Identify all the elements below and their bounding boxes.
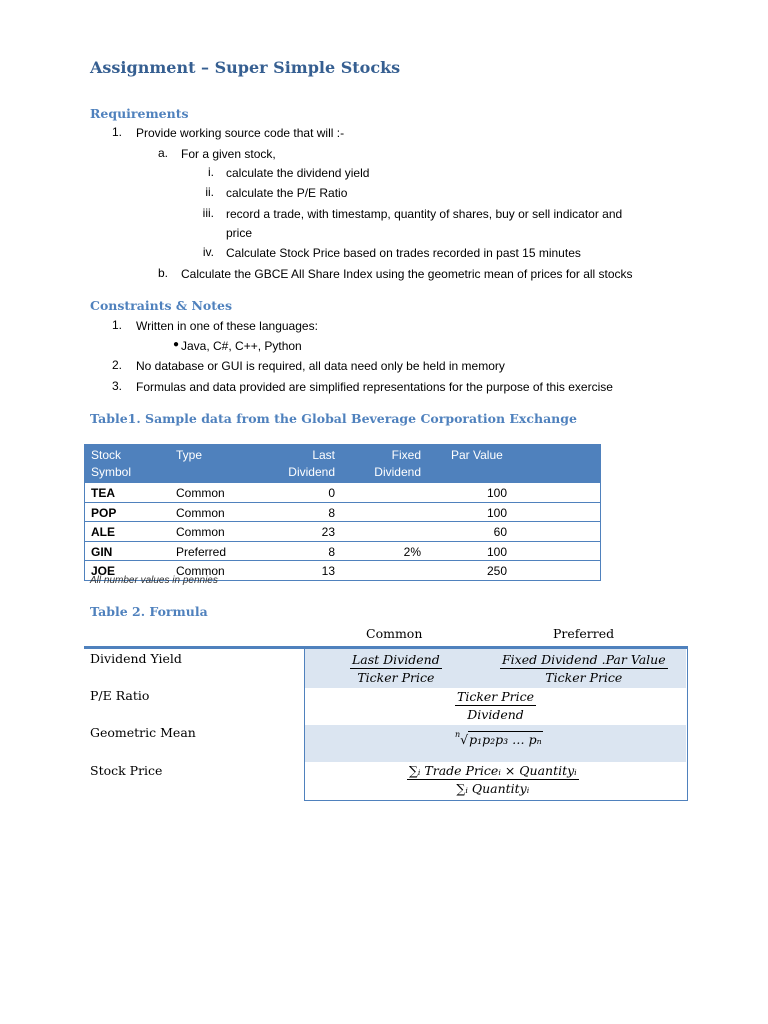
list-roman: i. [208, 165, 214, 179]
header-last-dividend: Last Dividend [288, 448, 335, 479]
cell-type: Preferred [176, 544, 227, 559]
cell-symbol: GIN [91, 544, 113, 559]
cell-last-dividend: 0 [328, 486, 335, 500]
formula-dividend-yield-common: Last Dividend Ticker Price [352, 652, 440, 685]
cell-fixed-dividend: 2% [403, 544, 421, 559]
list-roman: iii. [202, 206, 214, 220]
formula-table-top-rule [84, 646, 688, 649]
header-fixed-dividend: Fixed Dividend [374, 448, 421, 479]
cell-par-value: 250 [486, 564, 507, 578]
stock-data-table [84, 444, 601, 581]
table-header-row [85, 445, 600, 482]
cell-type: Common [176, 564, 225, 578]
list-number: 2. [111, 358, 122, 372]
cell-last-dividend: 8 [328, 544, 335, 559]
constraints-heading: Constraints & Notes [90, 298, 233, 313]
cell-symbol: ALE [91, 525, 115, 539]
cell-symbol: JOE [91, 564, 116, 578]
row-label-geometric-mean: Geometric Mean [90, 725, 196, 740]
list-roman: ii. [205, 185, 214, 199]
list-number: 1. [111, 125, 122, 139]
constraint-bullet: Java, C#, C++, Python [181, 339, 302, 353]
requirement-item: Provide working source code that will :- [136, 126, 345, 140]
requirement-subsubitem: Calculate Stock Price based on trades recorded in past 15 minutes [226, 246, 581, 260]
list-number: 1. [111, 318, 122, 332]
table1-caption: Table1. Sample data from the Global Beverage Corporation Exchange [90, 411, 577, 426]
cell-par-value: 60 [493, 525, 507, 539]
cell-last-dividend: 13 [321, 564, 335, 578]
page-title: Assignment – Super Simple Stocks [90, 58, 401, 77]
requirement-subsubitem: calculate the dividend yield [226, 166, 370, 180]
cell-last-dividend: 23 [321, 525, 335, 539]
cell-type: Common [176, 505, 225, 520]
formula-geometric-mean: $^n$√p₁p₂p₃ … pₙ [455, 730, 542, 748]
formula-dividend-yield-preferred: Fixed Dividend .Par Value Ticker Price [502, 652, 666, 685]
formula-pe-ratio: Ticker Price Dividend [457, 689, 535, 722]
header-stock-symbol: Stock Symbol [91, 448, 132, 479]
formula-stock-price: ∑ᵢ Trade Priceᵢ × Quantityᵢ ∑ᵢ Quantityᵢ [409, 763, 577, 796]
column-header-preferred: Preferred [553, 626, 615, 641]
requirements-heading: Requirements [90, 106, 189, 121]
requirement-subsubitem: calculate the P/E Ratio [226, 186, 348, 200]
cell-last-dividend: 8 [328, 505, 335, 520]
list-letter: a. [157, 146, 168, 160]
table-row [85, 482, 600, 502]
header-par-value: Par Value [451, 448, 503, 462]
bullet-icon: ● [173, 339, 180, 350]
row-label-dividend-yield: Dividend Yield [90, 651, 182, 666]
constraint-item: No database or GUI is required, all data need only be held in memory [136, 359, 505, 373]
list-number: 3. [111, 379, 122, 393]
header-type: Type [176, 448, 203, 462]
requirement-subsubitem-continued: price [226, 226, 253, 240]
table-row [85, 521, 600, 541]
requirement-subsubitem: record a trade, with timestamp, quantity of shares, buy or sell indicator and [226, 207, 623, 221]
table-row [85, 502, 600, 522]
cell-par-value: 100 [486, 544, 507, 559]
constraint-item: Formulas and data provided are simplified representations for the purpose of this exercise [136, 380, 613, 394]
cell-par-value: 100 [486, 505, 507, 520]
table1-note: All number values in pennies [90, 575, 218, 586]
table2-caption: Table 2. Formula [90, 604, 208, 619]
cell-par-value: 100 [486, 486, 507, 500]
list-letter: b. [157, 266, 168, 280]
cell-type: Common [176, 486, 225, 500]
table-row [85, 541, 600, 561]
list-roman: iv. [202, 245, 214, 259]
requirement-subitem: Calculate the GBCE All Share Index using the geometric mean of prices for all stocks [181, 267, 633, 281]
cell-symbol: TEA [91, 486, 115, 500]
cell-symbol: POP [91, 505, 117, 520]
row-label-pe-ratio: P/E Ratio [90, 688, 150, 703]
row-label-stock-price: Stock Price [90, 763, 163, 778]
cell-type: Common [176, 525, 225, 539]
column-header-common: Common [366, 626, 423, 641]
requirement-subitem: For a given stock, [181, 147, 276, 161]
constraint-item: Written in one of these languages: [136, 319, 318, 333]
